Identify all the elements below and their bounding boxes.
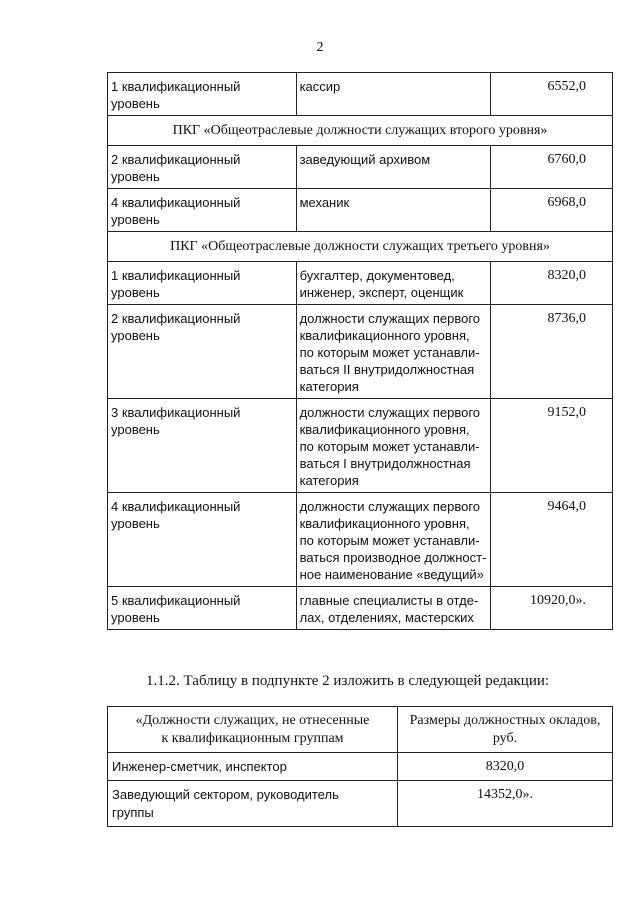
level-cell [108, 189, 297, 232]
table-header-row [108, 707, 613, 753]
position-cell-text: кассир [299, 79, 341, 94]
group-header-row [108, 116, 613, 146]
salary-cell [490, 587, 612, 630]
salary-cell [490, 305, 612, 399]
salary-cell-text: 9464,0 [547, 499, 586, 514]
group-title: ПКГ «Общеотраслевые должности служащих второго уровня» [108, 116, 613, 146]
salary-cell-text: 8320,0 [547, 268, 586, 283]
table-row [108, 493, 613, 587]
position-cell [296, 399, 490, 493]
level-cell [108, 305, 297, 399]
position-cell [296, 493, 490, 587]
table-row [108, 146, 613, 189]
header-positions: «Должности служащих, не отнесенные к квалификационным группам [108, 707, 398, 753]
salary-cell [490, 146, 612, 189]
salary-cell [490, 399, 612, 493]
position-cell: Заведующий сектором, руководитель группы [108, 781, 398, 827]
salary-cell-text: 9152,0 [547, 405, 586, 420]
salary-cell-text: 10920,0». [530, 593, 586, 608]
level-cell [108, 493, 297, 587]
table-row [108, 753, 613, 781]
position-cell-text: заведующий архивом [299, 152, 431, 167]
salary-cell-text: 6968,0 [547, 195, 586, 210]
table-row [108, 189, 613, 232]
instruction-paragraph: 1.1.2. Таблицу в подпункте 2 изложить в следующей редакции: [146, 673, 550, 689]
level-cell-text: 5 квалификационный уровень [111, 593, 241, 625]
level-cell-text: 1 квалификационный уровень [111, 79, 241, 111]
level-cell-text: 2 квалификационный уровень [111, 152, 241, 184]
position-cell-text: бухгалтер, документовед, инженер, эксперт, оценщик [299, 268, 464, 300]
group-title: ПКГ «Общеотраслевые должности служащих третьего уровня» [108, 232, 613, 262]
position-cell [296, 146, 490, 189]
position-cell: Инженер-сметчик, инспектор [108, 753, 398, 781]
level-cell-text: 1 квалификационный уровень [111, 268, 241, 300]
salary-cell: 14352,0». [398, 781, 613, 827]
position-cell-text: механик [299, 195, 350, 210]
table-row [108, 73, 613, 116]
salary-cell [490, 262, 612, 305]
level-cell [108, 73, 297, 116]
salary-cell-text: 8736,0 [547, 311, 586, 326]
level-cell [108, 399, 297, 493]
salary-cell [490, 493, 612, 587]
salary-cell [490, 189, 612, 232]
level-cell-text: 2 квалификационный уровень [111, 311, 241, 343]
header-salaries: Размеры должностных окладов, руб. [398, 707, 613, 753]
level-cell [108, 587, 297, 630]
position-cell-text: главные специалисты в отде- лах, отделениях, мастерских [299, 593, 479, 625]
level-cell-text: 3 квалификационный уровень [111, 405, 241, 437]
salary-cell-text: 6552,0 [547, 79, 586, 94]
position-cell [296, 189, 490, 232]
salary-table-qualification-groups [107, 72, 613, 630]
salary-cell-text: 6760,0 [547, 152, 586, 167]
page-number: 2 [316, 40, 324, 55]
table-row [108, 781, 613, 827]
position-cell [296, 262, 490, 305]
level-cell [108, 146, 297, 189]
table-row [108, 399, 613, 493]
table-row [108, 262, 613, 305]
table-row [108, 305, 613, 399]
position-cell [296, 587, 490, 630]
position-cell-text: должности служащих первого квалификационного уровня, по которым может устанавли- ваться II внутридолжностная категория [299, 311, 481, 394]
position-cell-text: должности служащих первого квалификационного уровня, по которым может устанавли- ваться производное должност- ное наименование «ведущий» [299, 499, 487, 582]
position-cell [296, 73, 490, 116]
position-cell [296, 305, 490, 399]
position-cell-text: должности служащих первого квалификационного уровня, по которым может устанавли- ваться I внутридолжностная категория [299, 405, 481, 488]
salary-table-other-positions [107, 706, 613, 827]
level-cell-text: 4 квалификационный уровень [111, 499, 241, 531]
level-cell [108, 262, 297, 305]
level-cell-text: 4 квалификационный уровень [111, 195, 241, 227]
salary-cell: 8320,0 [398, 753, 613, 781]
table-row [108, 587, 613, 630]
group-header-row [108, 232, 613, 262]
salary-cell [490, 73, 612, 116]
